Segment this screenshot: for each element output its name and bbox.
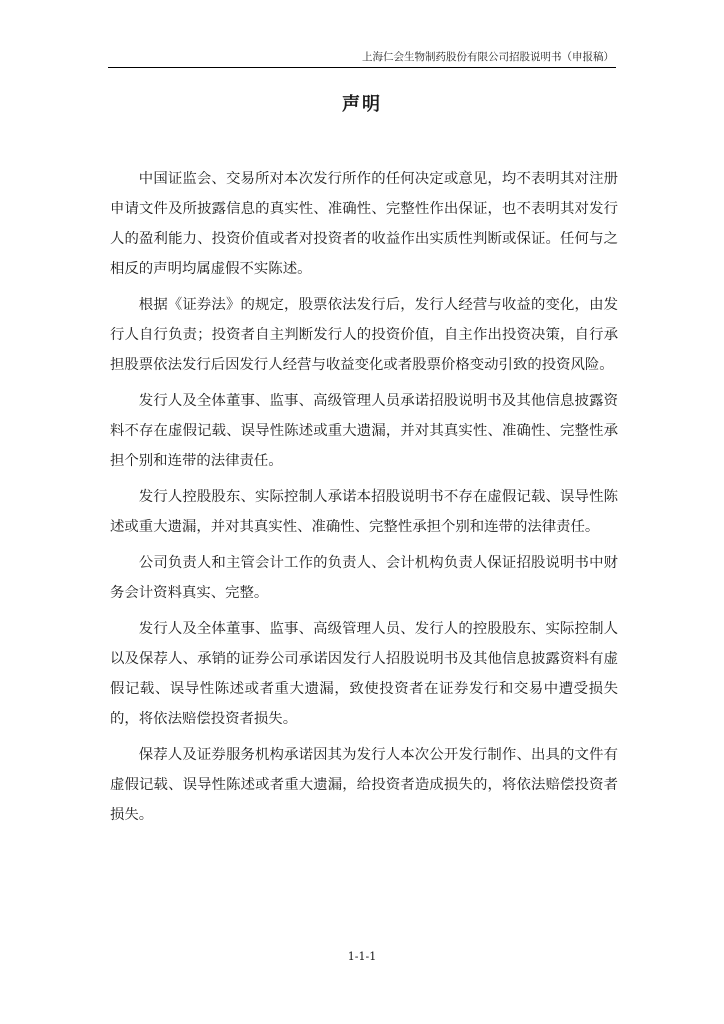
header-rule <box>108 67 616 68</box>
statement-body <box>110 164 618 836</box>
paragraph: 发行人控股股东、实际控制人承诺本招股说明书不存在虚假记载、误导性陈述或重大遗漏，并对其真实性、准确性、完整性承担个别和连带的法律责任。 <box>110 489 618 535</box>
paragraph: 保荐人及证券服务机构承诺因其为发行人本次公开发行制作、出具的文件有虚假记载、误导性陈述或者重大遗漏，给投资者造成损失的，将依法赔偿投资者损失。 <box>110 747 618 823</box>
paragraph: 发行人及全体董事、监事、高级管理人员、发行人的控股股东、实际控制人以及保荐人、承销的证券公司承诺因发行人招股说明书及其他信息披露资料有虚假记载、误导性陈述或者重大遗漏，致使投资者在证券发行和交易中遭受损失的，将依法赔偿投资者损失。 <box>110 621 618 727</box>
running-header: 上海仁会生物制药股份有限公司招股说明书（申报稿） <box>362 51 614 63</box>
page-title: 声明 <box>342 94 382 115</box>
paragraph: 公司负责人和主管会计工作的负责人、会计机构负责人保证招股说明书中财务会计资料真实、完整。 <box>110 555 618 601</box>
paragraph: 根据《证券法》的规定，股票依法发行后，发行人经营与收益的变化，由发行人自行负责；投资者自主判断发行人的投资价值，自主作出投资决策，自行承担股票依法发行后因发行人经营与收益变化或者股票价格变动引致的投资风险。 <box>110 297 618 373</box>
page-number: 1-1-1 <box>347 950 377 963</box>
paragraph: 发行人及全体董事、监事、高级管理人员承诺招股说明书及其他信息披露资料不存在虚假记载、误导性陈述或重大遗漏，并对其真实性、准确性、完整性承担个别和连带的法律责任。 <box>110 393 618 469</box>
paragraph: 中国证监会、交易所对本次发行所作的任何决定或意见，均不表明其对注册申请文件及所披露信息的真实性、准确性、完整性作出保证，也不表明其对发行人的盈利能力、投资价值或者对投资者的收益作出实质性判断或保证。任何与之相反的声明均属虚假不实陈述。 <box>110 171 618 277</box>
